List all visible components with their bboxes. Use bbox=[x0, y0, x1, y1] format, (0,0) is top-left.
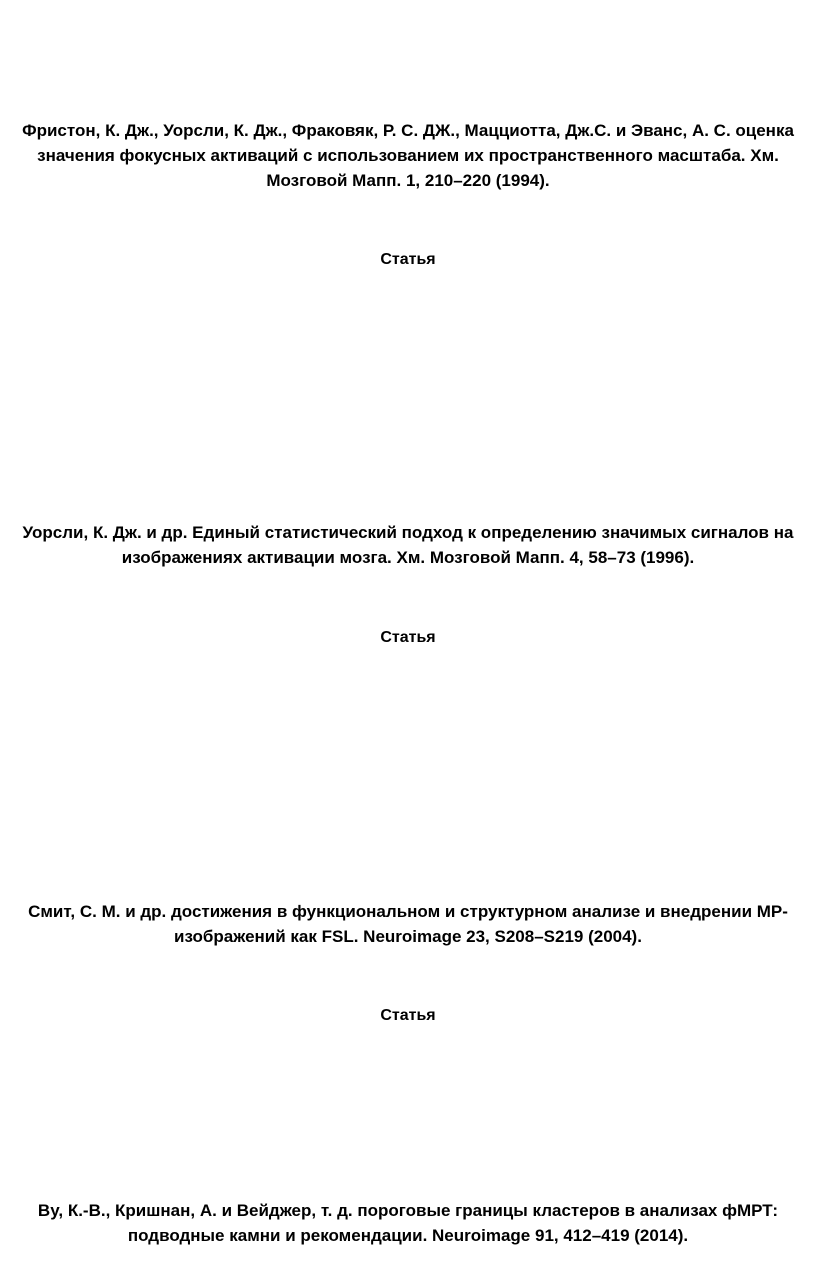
reference-entry-2 bbox=[20, 520, 796, 570]
reference-line: Уорсли, К. Дж. и др. Единый статистический подход к определению значимых сигналов на bbox=[22, 523, 794, 542]
reference-line: Смит, С. М. и др. достижения в функциональном и структурном анализе и внедрении МР- bbox=[28, 902, 788, 921]
reference-entry-1 bbox=[20, 118, 796, 193]
reference-line: изображениях активации мозга. Хм. Мозговой Мапп. 4, 58–73 (1996). bbox=[121, 548, 695, 567]
reference-line: изображений как FSL. Neuroimage 23, S208–S219 (2004). bbox=[174, 927, 642, 946]
article-link-3[interactable]: Статья bbox=[380, 1007, 436, 1024]
reference-entry-4 bbox=[20, 1198, 796, 1248]
reference-line: Фристон, К. Дж., Уорсли, К. Дж., Фраковяк, Р. С. ДЖ., Мацциотта, Дж.С. и Эванс, А. С. оценка bbox=[22, 121, 794, 140]
article-link-1[interactable]: Статья bbox=[380, 251, 436, 268]
reference-line: Мозговой Мапп. 1, 210–220 (1994). bbox=[266, 171, 550, 190]
article-link-2[interactable]: Статья bbox=[380, 629, 436, 646]
reference-line: значения фокусных активаций с использованием их пространственного масштаба. Хм. bbox=[37, 146, 779, 165]
reference-line: Ву, К.-В., Кришнан, А. и Вейджер, т. д. пороговые границы кластеров в анализах фМРТ: bbox=[37, 1201, 779, 1220]
reference-line: подводные камни и рекомендации. Neuroimage 91, 412–419 (2014). bbox=[127, 1226, 689, 1245]
reference-entry-3 bbox=[20, 899, 796, 949]
